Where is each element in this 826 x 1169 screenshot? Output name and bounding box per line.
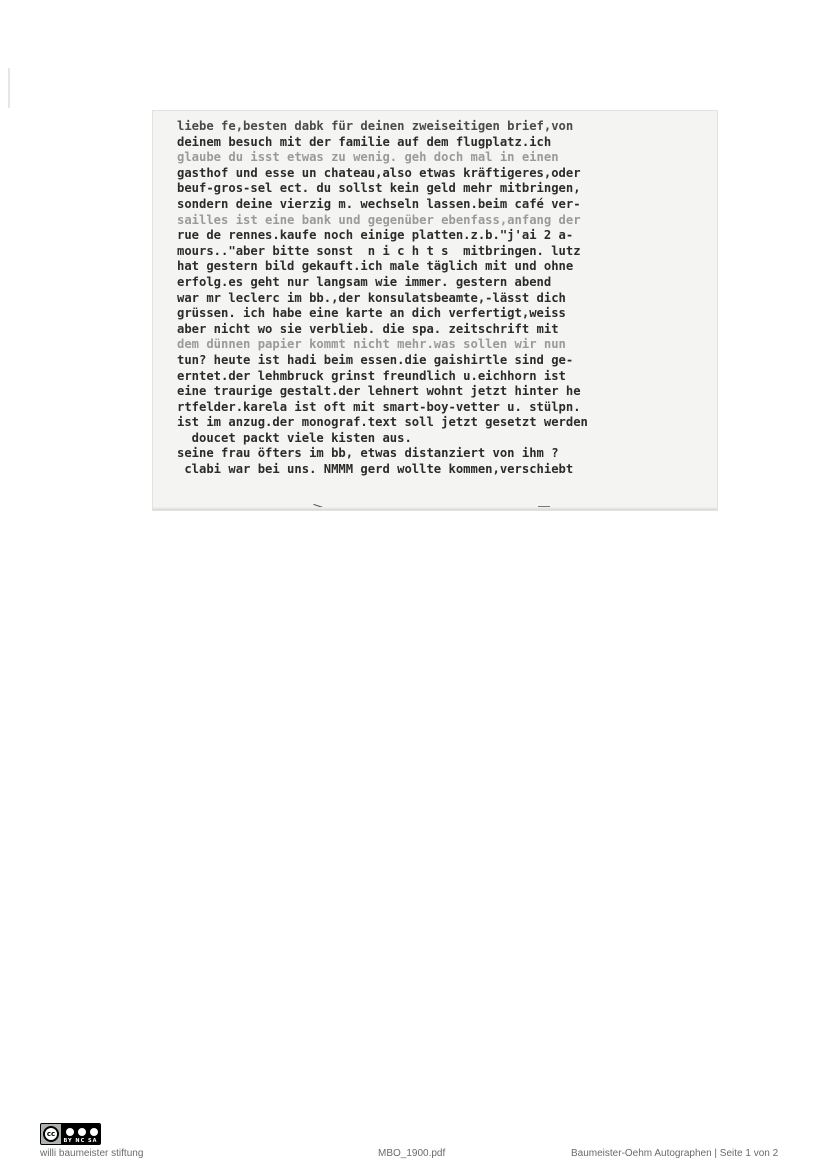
letter-line: liebe fe,besten dabk für deinen zweiseitigen brief,von [177,119,574,133]
letter-line: doucet packt viele kisten aus. [177,430,412,445]
letter-line: glaube du isst etwas zu wenig. geh doch mal in einen [177,150,559,165]
letter-line: tun? heute ist hadi beim essen.die gaishirtle sind ge- [177,352,574,367]
letter-line: clabi war bei uns. NMMM gerd wollte kommen,verschiebt [177,462,574,477]
letter-line: beuf-gros-sel ect. du sollst kein geld mehr mitbringen, [177,181,581,196]
footer-filename: MBO_1900.pdf [378,1148,446,1159]
letter-text [177,119,713,478]
by-icon [65,1127,75,1137]
letter-line: war mr leclerc im bb.,der konsulatsbeamte,-lässt dich [177,290,566,305]
letter-line: grüssen. ich habe eine karte an dich verfertigt,weiss [177,306,566,321]
letter-line: erntet.der lehmbruck grinst freundlich u.eichhorn ist [177,368,566,383]
footer-publisher: willi baumeister stiftung [40,1148,144,1159]
cc-icon: cc [43,1126,59,1142]
nc-icon [77,1127,87,1137]
footer-page-info: Baumeister-Oehm Autographen | Seite 1 von 2 [571,1148,779,1159]
letter-line: erfolg.es geht nur langsam wie immer. gestern abend [177,274,552,289]
letter-line: sondern deine vierzig m. wechseln lassen.beim café ver- [177,196,581,211]
letter-line: eine traurige gestalt.der lehnert wohnt jetzt hinter he [177,384,581,399]
cc-by-nc-sa-icon [40,1123,101,1145]
letter-line: rue de rennes.kaufe noch einige platten.z.b."j'ai 2 a- [177,228,574,243]
scanned-letter [153,111,717,510]
letter-line: ist im anzug.der monograf.text soll jetzt gesetzt werden [177,415,588,430]
letter-line: seine frau öfters im bb, etwas distanziert von ihm ? [177,446,559,461]
scan-edge [153,507,717,510]
page-edge-mark [8,68,10,108]
letter-line: aber nicht wo sie verblieb. die spa. zeitschrift mit [177,321,559,336]
letter-line: hat gestern bild gekauft.ich male täglich mit und ohne [177,259,574,274]
license-label: BY NC SA [63,1138,98,1144]
letter-line: gasthof und esse un chateau,also etwas kräftigeres,oder [177,165,581,180]
sa-icon [89,1127,99,1137]
letter-line: sailles ist eine bank und gegenüber ebenfass,anfang der [177,212,581,227]
letter-line: rtfelder.karela ist oft mit smart-boy-vetter u. stülpn. [177,399,581,414]
letter-line: deinem besuch mit der familie auf dem flugplatz.ich [177,134,552,149]
letter-line: dem dünnen papier kommt nicht mehr.was sollen wir nun [177,337,566,352]
letter-line: mours.."aber bitte sonst n i c h t s mitbringen. lutz [177,243,581,258]
